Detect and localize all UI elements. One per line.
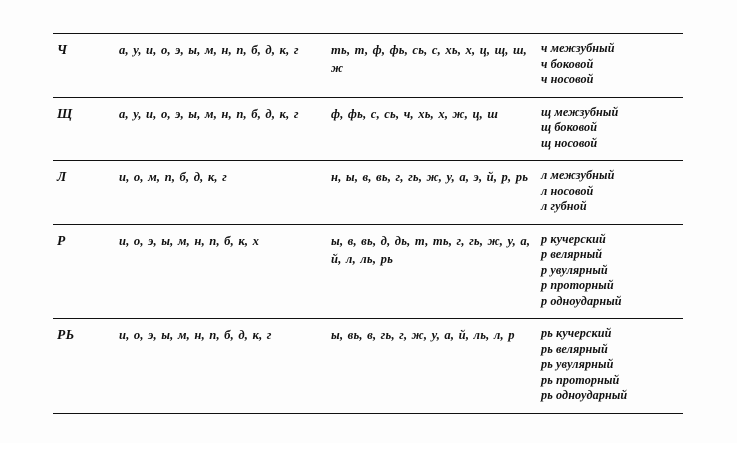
- row-variants-cell: [537, 97, 683, 161]
- combinations-mid: ы, в, вь, д, дь, т, ть, г, гь, ж, у, а, й, л, ль, рь: [331, 233, 531, 266]
- table-bottom-border-cell: [537, 413, 683, 454]
- variant-item: щ носовой: [541, 135, 598, 150]
- row-mid-cell: [327, 34, 537, 98]
- row-sound-cell: [53, 97, 115, 161]
- combinations-mid: ы, вь, в, гь, г, ж, у, а, й, ль, л, р: [331, 328, 515, 342]
- table-row: [53, 97, 683, 161]
- sound-label: Ч: [57, 42, 68, 57]
- sound-label: РЬ: [57, 327, 75, 342]
- sound-label: Р: [57, 232, 66, 248]
- variant-list: [541, 41, 677, 88]
- row-variants-cell: [537, 34, 683, 98]
- row-mid-cell: [327, 319, 537, 414]
- combinations-mid: н, ы, в, вь, г, гь, ж, у, а, э, й, р, рь: [331, 170, 529, 184]
- row-left-cell: [115, 97, 327, 161]
- variant-item: р кучерский: [541, 231, 606, 246]
- variant-item: рь увулярный: [541, 357, 614, 371]
- combinations-mid: ть, т, ф, фь, сь, с, хь, х, ц, щ, ш, ж: [331, 43, 528, 75]
- variant-item: ч боковой: [541, 56, 594, 71]
- table-row: [53, 319, 683, 414]
- variant-item: ч межзубный: [541, 41, 615, 55]
- variant-item: р велярный: [541, 247, 603, 261]
- variant-item: ч носовой: [541, 72, 594, 86]
- table-bottom-border-cell: [327, 413, 537, 454]
- variant-item: щ межзубный: [541, 104, 619, 119]
- combinations-left: и, о, м, п, б, д, к, г: [119, 170, 227, 184]
- variant-item: р проторный: [541, 278, 614, 292]
- variant-item: рь одноударный: [541, 388, 628, 402]
- row-mid-cell: [327, 161, 537, 225]
- sound-label: Л: [57, 169, 67, 184]
- row-variants-cell: [537, 161, 683, 225]
- row-mid-cell: [327, 97, 537, 161]
- combinations-left: а, у, и, о, э, ы, м, н, п, б, д, к, г: [119, 43, 299, 57]
- sound-label: Щ: [57, 105, 73, 121]
- variant-list: [541, 168, 677, 215]
- variant-item: р одноударный: [541, 293, 622, 308]
- variant-item: щ боковой: [541, 120, 598, 134]
- combinations-mid: ф, фь, с, сь, ч, хь, х, ж, ц, ш: [331, 106, 499, 121]
- row-left-cell: [115, 161, 327, 225]
- table-row: [53, 161, 683, 225]
- row-sound-cell: [53, 161, 115, 225]
- variant-list: [541, 232, 677, 310]
- variant-item: рь проторный: [541, 372, 620, 387]
- variant-list: [541, 326, 677, 404]
- row-left-cell: [115, 34, 327, 98]
- table-bottom-border-cell: [53, 413, 115, 454]
- table-bottom-border-row: [53, 413, 683, 454]
- row-sound-cell: [53, 34, 115, 98]
- row-left-cell: [115, 319, 327, 414]
- table-row: [53, 34, 683, 98]
- row-sound-cell: [53, 319, 115, 414]
- table-row: [53, 224, 683, 319]
- variant-item: л губной: [541, 199, 587, 213]
- combinations-left: а, у, и, о, э, ы, м, н, п, б, д, к, г: [119, 106, 299, 121]
- phoneme-combination-table: [53, 33, 683, 454]
- variant-item: л межзубный: [541, 168, 615, 182]
- row-left-cell: [115, 224, 327, 319]
- variant-item: рь кучерский: [541, 326, 612, 340]
- combinations-left: и, о, э, ы, м, н, п, б, к, х: [119, 233, 260, 248]
- row-variants-cell: [537, 224, 683, 319]
- combinations-left: и, о, э, ы, м, н, п, б, д, к, г: [119, 328, 272, 342]
- variant-item: р увулярный: [541, 262, 608, 277]
- row-sound-cell: [53, 224, 115, 319]
- variant-item: рь велярный: [541, 341, 608, 356]
- variant-item: л носовой: [541, 183, 594, 198]
- row-variants-cell: [537, 319, 683, 414]
- table-bottom-border-cell: [115, 413, 327, 454]
- row-mid-cell: [327, 224, 537, 319]
- variant-list: [541, 105, 677, 152]
